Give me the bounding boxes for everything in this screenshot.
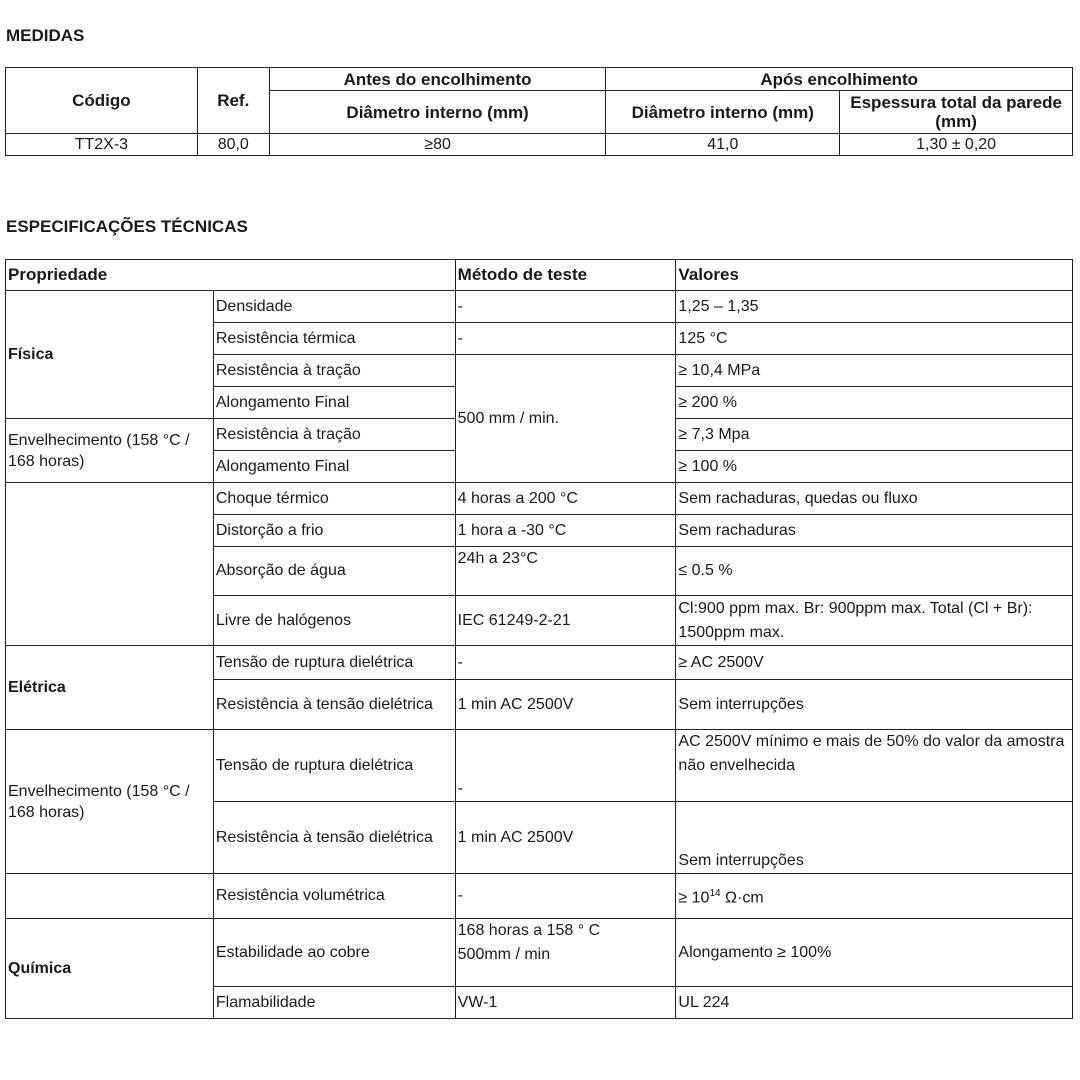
cell-value: Sem rachaduras bbox=[676, 515, 1073, 547]
cell-value: AC 2500V mínimo e mais de 50% do valor da amostra não envelhecida bbox=[676, 730, 1073, 802]
cell-method: - bbox=[455, 730, 676, 802]
cell-method bbox=[455, 919, 676, 987]
cell-value: Alongamento ≥ 100% bbox=[676, 919, 1073, 987]
cell-property: Alongamento Final bbox=[213, 451, 455, 483]
header-ref: Ref. bbox=[197, 68, 269, 134]
cell-value: ≥ AC 2500V bbox=[676, 646, 1073, 680]
cell-after-diameter: 41,0 bbox=[606, 134, 840, 156]
cell-property: Choque térmico bbox=[213, 483, 455, 515]
cell-property: Resistência à tração bbox=[213, 355, 455, 387]
cell-property: Resistência à tensão dielétrica bbox=[213, 680, 455, 730]
cell-property: Resistência à tração bbox=[213, 419, 455, 451]
group-empty bbox=[6, 874, 214, 919]
cell-property: Estabilidade ao cobre bbox=[213, 919, 455, 987]
cell-value: 1,25 – 1,35 bbox=[676, 291, 1073, 323]
cell-after-wall: 1,30 ± 0,20 bbox=[840, 134, 1073, 156]
table-row bbox=[6, 874, 1073, 919]
group-quimica: Química bbox=[6, 919, 214, 1019]
cell-method: - bbox=[455, 323, 676, 355]
header-before-diameter: Diâmetro interno (mm) bbox=[269, 91, 606, 134]
group-envelhecimento: Envelhecimento (158 °C / 168 horas) bbox=[6, 419, 214, 483]
cell-property: Tensão de ruptura dielétrica bbox=[213, 730, 455, 802]
cell-code: TT2X-3 bbox=[6, 134, 198, 156]
cell-method: IEC 61249-2-21 bbox=[455, 596, 676, 646]
group-envelhecimento: Envelhecimento (158 °C / 168 horas) bbox=[6, 730, 214, 874]
cell-method: 1 hora a -30 °C bbox=[455, 515, 676, 547]
header-before: Antes do encolhimento bbox=[269, 68, 606, 91]
header-values: Valores bbox=[676, 260, 1073, 291]
header-after-wall: Espessura total da parede (mm) bbox=[840, 91, 1073, 134]
cell-method: 1 min AC 2500V bbox=[455, 680, 676, 730]
cell-property: Densidade bbox=[213, 291, 455, 323]
cell-value: ≥ 100 % bbox=[676, 451, 1073, 483]
cell-value: UL 224 bbox=[676, 987, 1073, 1019]
table-row bbox=[6, 291, 1073, 323]
cell-value: ≤ 0.5 % bbox=[676, 547, 1073, 596]
cell-method: 500 mm / min. bbox=[455, 355, 676, 483]
group-empty bbox=[6, 483, 214, 646]
cell-property: Distorção a frio bbox=[213, 515, 455, 547]
cell-value: Sem rachaduras, quedas ou fluxo bbox=[676, 483, 1073, 515]
cell-property: Livre de halógenos bbox=[213, 596, 455, 646]
cell-value bbox=[676, 874, 1073, 919]
cell-property: Resistência térmica bbox=[213, 323, 455, 355]
cell-method: 1 min AC 2500V bbox=[455, 802, 676, 874]
cell-value: ≥ 7,3 Mpa bbox=[676, 419, 1073, 451]
cell-value: Sem interrupções bbox=[676, 680, 1073, 730]
cell-property: Tensão de ruptura dielétrica bbox=[213, 646, 455, 680]
table-row bbox=[6, 919, 1073, 987]
table-row bbox=[6, 646, 1073, 680]
group-fisica: Física bbox=[6, 291, 214, 419]
value-unit: Ω·cm bbox=[720, 889, 764, 907]
specs-table bbox=[5, 259, 1073, 1019]
table-row bbox=[6, 730, 1073, 802]
cell-value: Cl:900 ppm max. Br: 900ppm max. Total (Cl + Br): 1500ppm max. bbox=[676, 596, 1073, 646]
cell-property: Flamabilidade bbox=[213, 987, 455, 1019]
cell-method: 24h a 23°C bbox=[455, 547, 676, 596]
cell-value: ≥ 200 % bbox=[676, 387, 1073, 419]
cell-method: 4 horas a 200 °C bbox=[455, 483, 676, 515]
method-line: 168 horas a 158 ° C bbox=[457, 922, 601, 939]
group-eletrica: Elétrica bbox=[6, 646, 214, 730]
cell-method: - bbox=[455, 291, 676, 323]
header-property: Propriedade bbox=[6, 260, 456, 291]
cell-value: Sem interrupções bbox=[676, 802, 1073, 874]
specs-title: ESPECIFICAÇÕES TÉCNICAS bbox=[6, 217, 248, 236]
cell-value: ≥ 10,4 MPa bbox=[676, 355, 1073, 387]
header-after-diameter: Diâmetro interno (mm) bbox=[606, 91, 840, 134]
measures-title: MEDIDAS bbox=[6, 26, 85, 45]
value-exponent: 14 bbox=[709, 887, 721, 899]
table-row bbox=[6, 134, 1073, 156]
measures-table bbox=[5, 67, 1073, 156]
header-code: Código bbox=[6, 68, 198, 134]
cell-property: Absorção de água bbox=[213, 547, 455, 596]
cell-value: 125 °C bbox=[676, 323, 1073, 355]
cell-before-diameter: ≥80 bbox=[269, 134, 606, 156]
cell-method: VW-1 bbox=[455, 987, 676, 1019]
cell-method: - bbox=[455, 874, 676, 919]
cell-property: Resistência volumétrica bbox=[213, 874, 455, 919]
value-base: ≥ 10 bbox=[678, 889, 710, 907]
header-method: Método de teste bbox=[455, 260, 676, 291]
cell-property: Resistência à tensão dielétrica bbox=[213, 802, 455, 874]
cell-ref: 80,0 bbox=[197, 134, 269, 156]
header-after: Após encolhimento bbox=[606, 68, 1073, 91]
method-line: 500mm / min bbox=[457, 946, 551, 963]
cell-property: Alongamento Final bbox=[213, 387, 455, 419]
cell-method: - bbox=[455, 646, 676, 680]
table-row bbox=[6, 483, 1073, 515]
